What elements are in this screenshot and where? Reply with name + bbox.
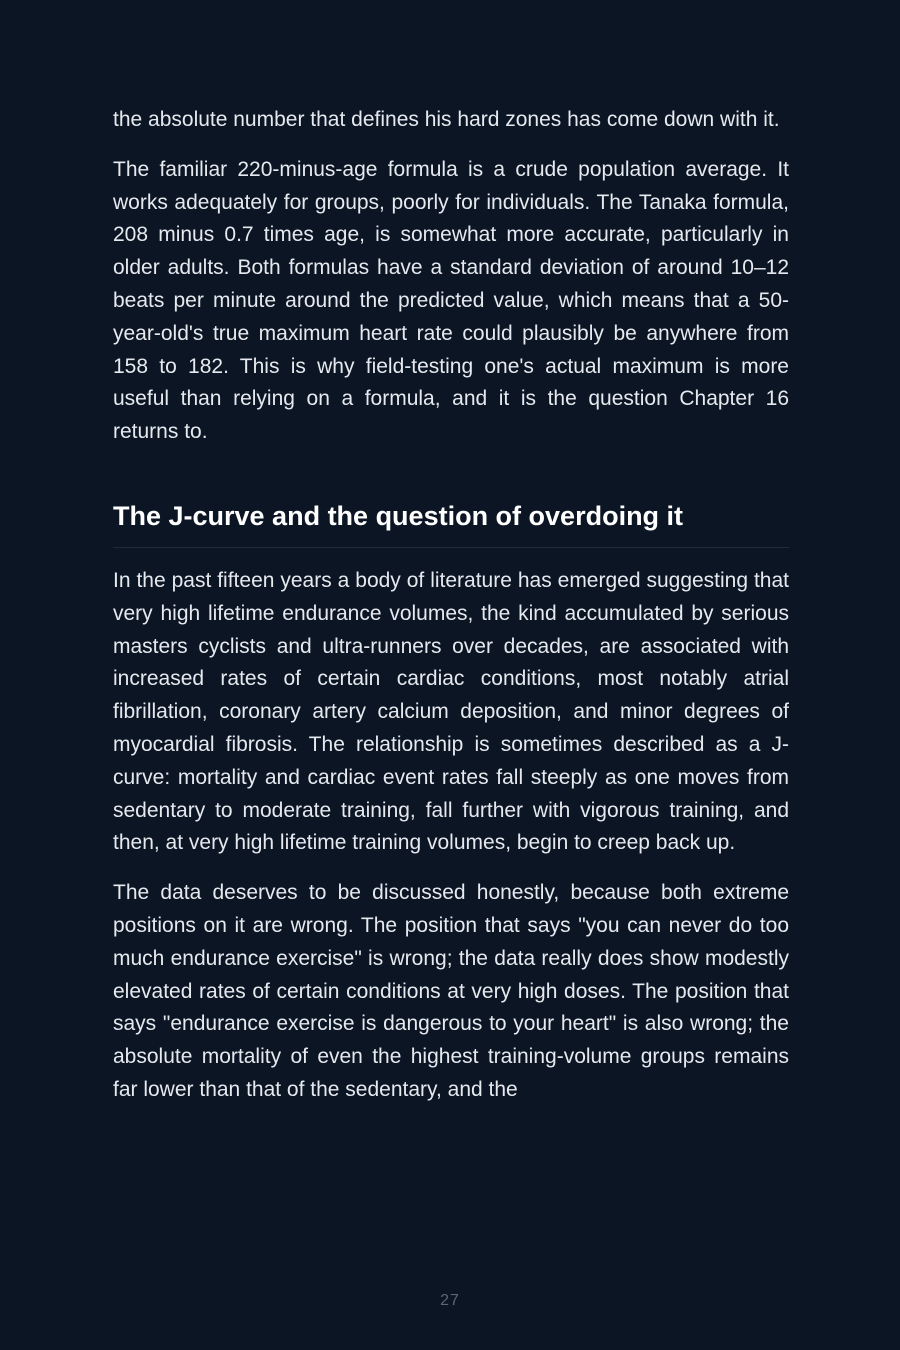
page-content [113, 104, 789, 1107]
section-heading: The J-curve and the question of overdoing it [113, 499, 789, 548]
body-paragraph: The data deserves to be discussed honestly, because both extreme positions on it are wrong. The position that says "you can never do too much endurance exercise" is wrong; the data really does show modestly elevated rates of certain conditions at very high doses. The position that says "endurance exercise is dangerous to your heart" is also wrong; the absolute mortality of even the highest training-volume groups remains far lower than that of the sedentary, and the [113, 881, 789, 1101]
body-paragraph: In the past fifteen years a body of literature has emerged suggesting that very high lifetime endurance volumes, the kind accumulated by serious masters cyclists and ultra-runners over decades, are associated with increased rates of certain cardiac conditions, most notably atrial fibrillation, coronary artery calcium deposition, and minor degrees of myocardial fibrosis. The relationship is sometimes described as a J-curve: mortality and cardiac event rates fall steeply as one moves from sedentary to moderate training, fall further with vigorous training, and then, at very high lifetime training volumes, begin to creep back up. [113, 568, 789, 855]
body-paragraph: the absolute number that defines his hard zones has come down with it. [113, 108, 780, 131]
body-paragraph: The familiar 220-minus-age formula is a crude population average. It works adequately for groups, poorly for individuals. The Tanaka formula, 208 minus 0.7 times age, is somewhat more accurate, particularly in older adults. Both formulas have a standard deviation of around 10–12 beats per minute around the predicted value, which means that a 50-year-old's true maximum heart rate could plausibly be anywhere from 158 to 182. This is why field-testing one's actual maximum is more useful than relying on a formula, and it is the question Chapter 16 returns to. [113, 157, 789, 444]
page-number: 27 [440, 1292, 460, 1309]
